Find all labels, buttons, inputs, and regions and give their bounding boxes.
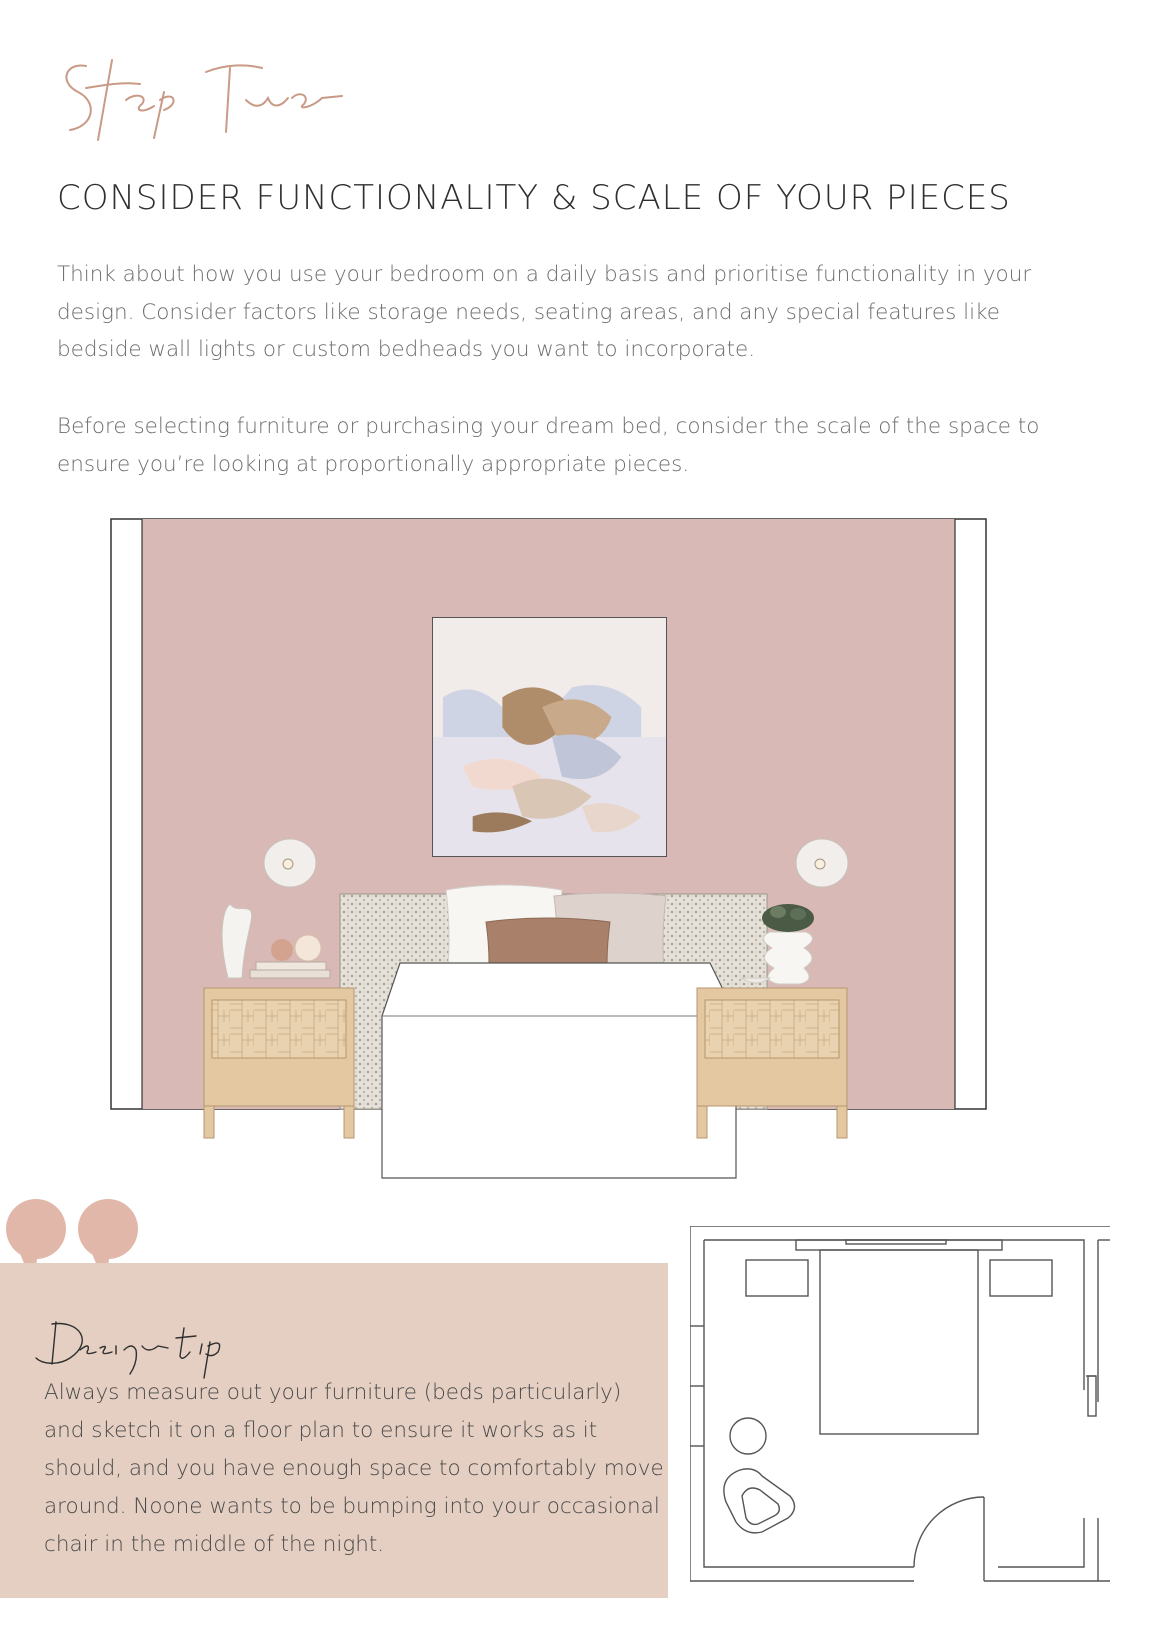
scale-paragraph: Before selecting furniture or purchasing your dream bed, consider the scale of the space to ensure you’re looking at proportionally appropriate pieces. (57, 414, 1040, 477)
design-tip-script (34, 1312, 254, 1380)
step-two-script (56, 52, 356, 152)
floor-plan-illustration (690, 1226, 1130, 1596)
page-title: CONSIDER FUNCTIONALITY & SCALE OF YOUR PIECES (57, 178, 1011, 218)
wall-artwork (432, 617, 667, 857)
design-tip-text: Always measure out your furniture (beds particularly) and sketch it on a floor plan to ensure it works as it should, and you have enough space to comfortably move around. Noone wants to be bumping into your occasional chair in the middle of the night. (44, 1380, 664, 1557)
intro-paragraph: Think about how you use your bedroom on a daily basis and prioritise functionality in your design. Consider factors like storage needs, seating areas, and any special features like bedside wall lights or custom bedheads you want to incorporate. (57, 262, 1032, 362)
left-wall-light (264, 839, 316, 887)
right-wall-light (796, 839, 848, 887)
